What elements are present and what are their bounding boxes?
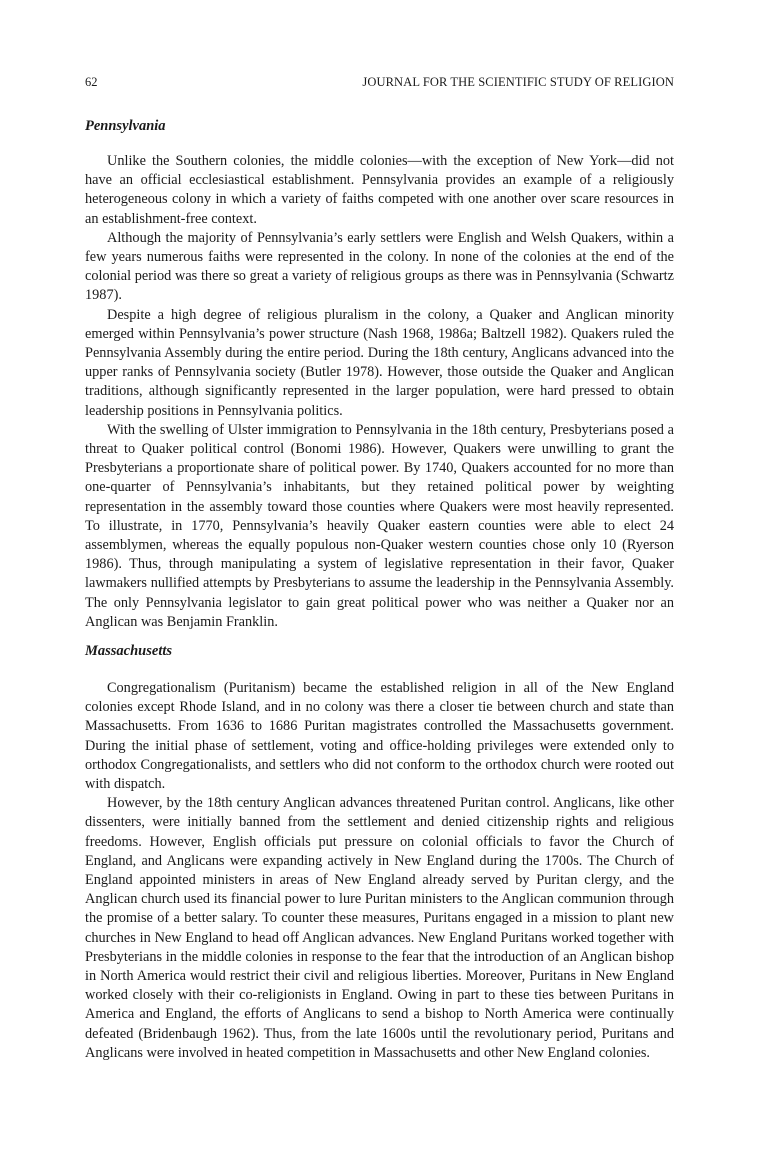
paragraph: However, by the 18th century Anglican advances threatened Puritan control. Anglicans, like other dissenters, were initially banned from the settlement and denied citizenship rights and religious freedoms. However, English officials put pressure on colonial officials to favor the Church of England, and Anglicans were expanding actively in New England during the 1700s. The Church of England appointed ministers in areas of New England already served by Puritan clergy, and the Anglican church used its financial power to lure Puritan ministers to the Anglican communion through the promise of a better salary. To counter these measures, Puritans engaged in a mission to plant new churches in New England to head off Anglican advances. New England Puritans worked together with Presbyterians in the middle colonies in response to the fear that the introduction of an Anglican bishop in North America would restrict their civil and religious liberties. Moreover, Puritans in New England worked closely with their co-religionists in England. Owing in part to these ties between Puritans in America and England, the efforts of Anglicans to send a bishop to North America were continually defeated (Bridenbaugh 1962). Thus, from the late 1600s until the revolutionary period, Puritans and Anglicans were involved in heated competition in Massachusetts and other New England colonies.	[85, 795, 674, 1061]
section-massachusetts-body	[85, 679, 674, 1063]
journal-title: JOURNAL FOR THE SCIENTIFIC STUDY OF RELIGION	[362, 75, 674, 89]
section-pennsylvania-body	[85, 152, 674, 632]
paragraph: With the swelling of Ulster immigration to Pennsylvania in the 18th century, Presbyterians posed a threat to Quaker political control (Bonomi 1986). However, Quakers were unwilling to grant the Presbyterians a proportionate share of political power. By 1740, Quakers accounted for no more than one-quarter of Pennsylvania’s inhabitants, but they retained political power by weighting representation in the assembly toward those counties where Quakers were most heavily represented. To illustrate, in 1770, Pennsylvania’s heavily Quaker eastern counties were able to elect 24 assemblymen, whereas the equally populous non-Quaker western counties chose only 10 (Ryerson 1986). Thus, through manipulating a system of legislative representation in their favor, Quaker lawmakers nullified attempts by Presbyterians to assume the leadership in the Pennsylvania Assembly. The only Pennsylvania legislator to gain great political power who was neither a Quaker nor an Anglican was Benjamin Franklin.	[85, 421, 674, 630]
section-heading-massachusetts: Massachusetts	[85, 643, 173, 659]
paragraph: Although the majority of Pennsylvania’s early settlers were English and Welsh Quakers, within a few years numerous faiths were represented in the colony. In none of the colonies at the end of the colonial period was there so great a variety of religious groups as there was in Pennsylvania (Schwartz 1987).	[85, 229, 674, 304]
paragraph: Congregationalism (Puritanism) became the established religion in all of the New England colonies except Rhode Island, and in no colony was there a closer tie between church and state than Massachusetts. From 1636 to 1686 Puritan magistrates controlled the Massachusetts government. During the initial phase of settlement, voting and office-holding privileges were extended only to orthodox Congregationalists, and settlers who did not conform to the orthodox church were rooted out with dispatch.	[85, 680, 674, 793]
running-header	[85, 75, 674, 93]
page-number: 62	[85, 75, 98, 89]
paragraph: Unlike the Southern colonies, the middle colonies—with the exception of New York—did not have an official ecclesiastical establishment. Pennsylvania provides an example of a religiously heterogeneous colony in which a variety of faiths competed with one another over scare resources in an establishment-free context.	[85, 153, 674, 227]
section-heading-pennsylvania: Pennsylvania	[85, 118, 166, 134]
paragraph: Despite a high degree of religious pluralism in the colony, a Quaker and Anglican minority emerged within Pennsylvania’s power structure (Nash 1968, 1986a; Baltzell 1982). Quakers ruled the Pennsylvania Assembly during the entire period. During the 18th century, Anglicans advanced into the upper ranks of Pennsylvania society (Butler 1978). However, those outside the Quaker and Anglican traditions, although significantly represented in the larger population, were hard pressed to obtain leadership positions in Pennsylvania politics.	[85, 306, 674, 419]
